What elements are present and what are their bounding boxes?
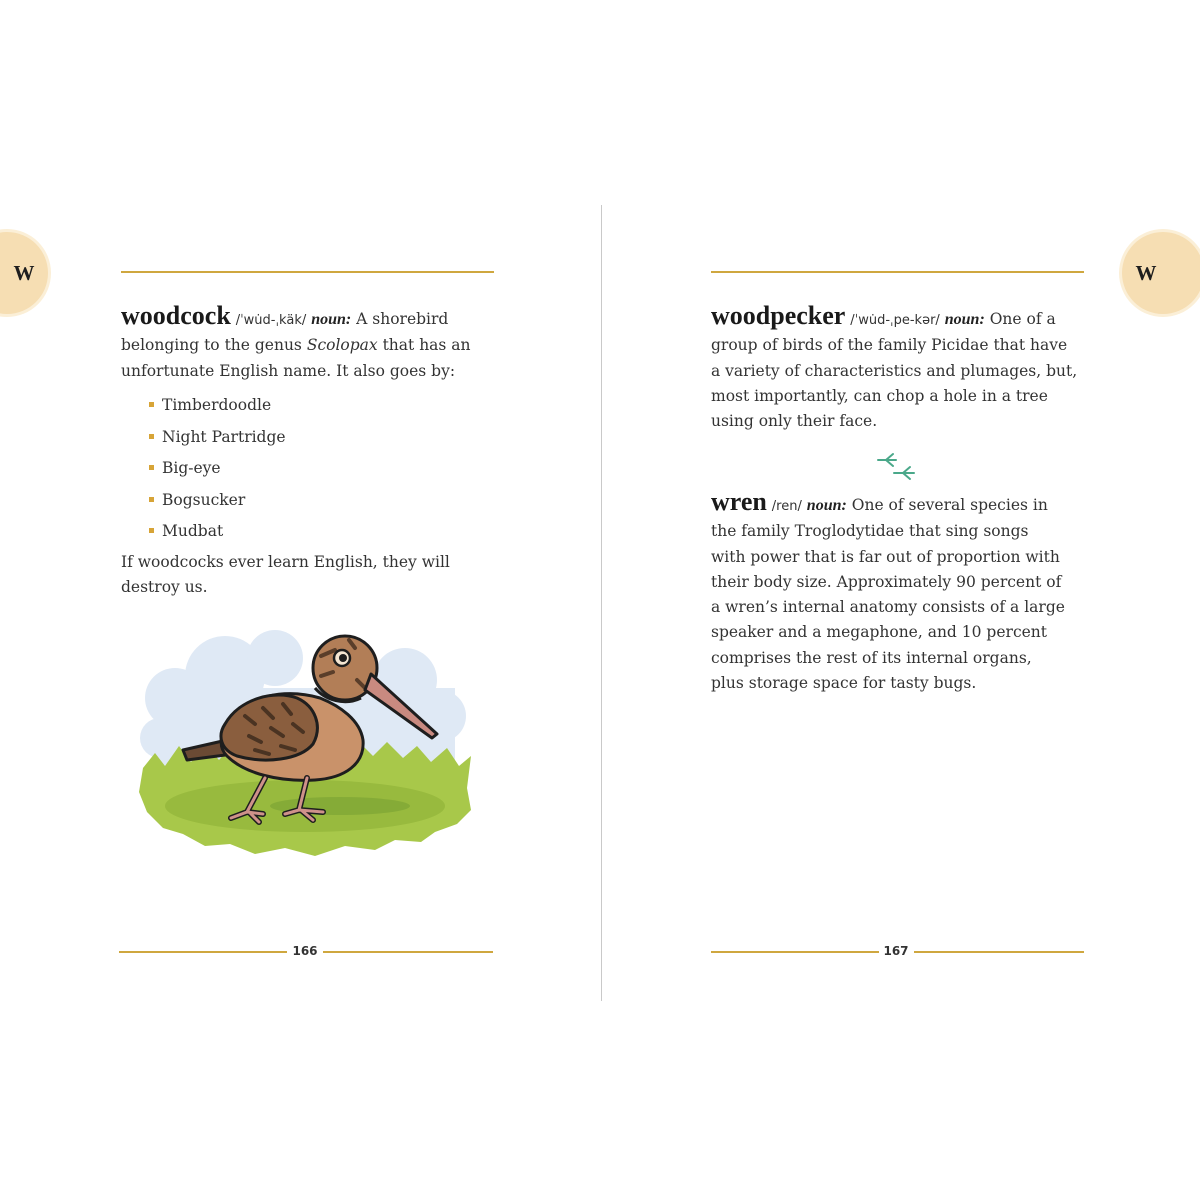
woodcock-bird-icon xyxy=(135,628,475,863)
bullet-icon xyxy=(149,497,154,502)
part-of-speech: noun: xyxy=(806,497,847,514)
bullet-icon xyxy=(149,402,154,407)
entry-wren xyxy=(711,489,1066,696)
bullet-icon xyxy=(149,465,154,470)
pronunciation: /ˈwu̇d-ˌkäk/ xyxy=(235,313,307,328)
book-spine xyxy=(601,205,602,1001)
header-rule-left xyxy=(121,271,494,273)
bird-tracks-icon xyxy=(874,450,920,482)
list-item: Big-eye xyxy=(148,456,286,488)
section-tab-left xyxy=(0,232,48,314)
list-item: Timberdoodle xyxy=(148,393,286,425)
part-of-speech: noun: xyxy=(311,311,352,328)
entry-woodcock xyxy=(121,303,489,384)
headword: wren xyxy=(711,487,767,516)
page-number: 167 xyxy=(883,944,909,958)
section-letter: W xyxy=(1135,261,1157,285)
definition-text: One of several species in the family Troglodytidae that sing songs with power that is far out of proportion with their body size. Approximately 90 percent of a wren’s internal anatomy consists of a large speaker and a megaphone, and 10 percent comprises the rest of its internal organs, plus storage space for tasty bugs. xyxy=(711,496,1065,693)
section-tab-right xyxy=(1122,232,1200,314)
footer-rule-left-a xyxy=(119,951,287,953)
headword: woodpecker xyxy=(711,301,846,330)
list-item: Night Partridge xyxy=(148,425,286,457)
page-number: 166 xyxy=(292,944,318,958)
headword: woodcock xyxy=(121,301,231,330)
list-item: Mudbat xyxy=(148,519,286,551)
genus-name: Scolopax xyxy=(306,336,378,355)
header-rule-right xyxy=(711,271,1084,273)
definition-text: A shorebird belonging to the genus xyxy=(121,310,449,355)
section-letter: W xyxy=(13,261,35,285)
bullet-icon xyxy=(149,528,154,533)
footer-rule-right-b xyxy=(914,951,1084,953)
definition-text: that has an unfortunate English name. It also goes by: xyxy=(121,336,471,380)
bullet-icon xyxy=(149,434,154,439)
part-of-speech: noun: xyxy=(944,311,985,328)
list-item: Bogsucker xyxy=(148,488,286,520)
alias-list xyxy=(148,393,286,551)
footer-rule-right-a xyxy=(711,951,879,953)
entry-woodpecker xyxy=(711,303,1081,434)
closing-line: If woodcocks ever learn English, they will destroy us. xyxy=(121,553,450,597)
pronunciation: /ren/ xyxy=(771,499,802,514)
footer-rule-left-b xyxy=(323,951,493,953)
definition-text: One of a group of birds of the family Picidae that have a variety of characteristics and plumages, but, most importantly, can chop a hole in a tree using only their face. xyxy=(711,310,1078,431)
pronunciation: /ˈwu̇d-ˌpe-kər/ xyxy=(850,313,940,328)
